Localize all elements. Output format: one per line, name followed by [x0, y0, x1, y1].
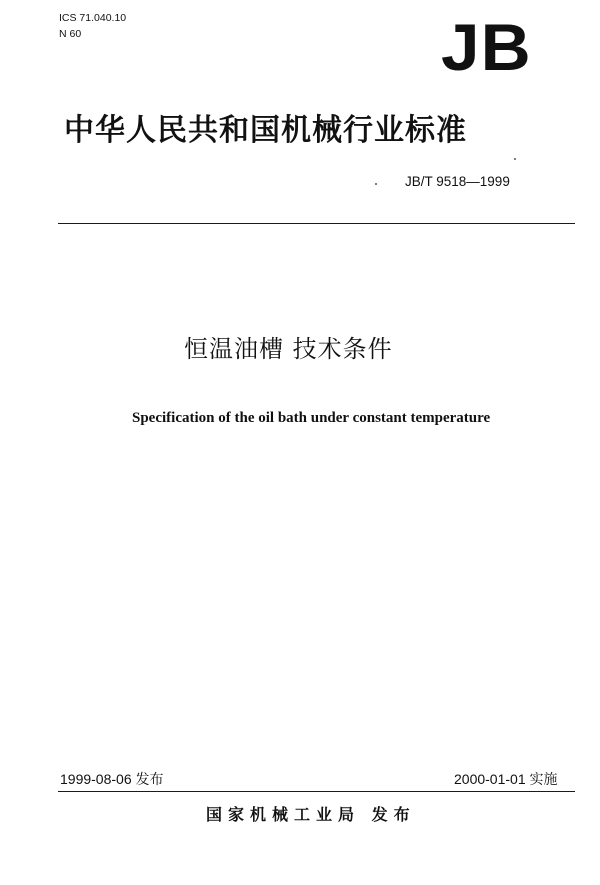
classification-code: N 60	[59, 28, 82, 40]
jb-logo: JB	[441, 10, 532, 84]
publisher-line: 国家机械工业局 发布	[206, 805, 416, 824]
document-title-cn: 恒温油槽 技术条件	[184, 335, 393, 363]
standard-number: JB/T 9518—1999	[405, 174, 510, 189]
ics-code: ICS 71.040.10	[59, 12, 127, 24]
scan-speck	[514, 158, 516, 160]
scan-speck	[375, 183, 377, 185]
document-title-en: Specification of the oil bath under constant temperature	[132, 410, 491, 426]
issue-date: 1999-08-06 发布	[60, 771, 164, 787]
standard-body-title: 中华人民共和国机械行业标准	[64, 113, 467, 148]
header-divider	[58, 223, 575, 224]
footer-divider	[58, 791, 575, 792]
effective-date: 2000-01-01 实施	[454, 771, 558, 787]
